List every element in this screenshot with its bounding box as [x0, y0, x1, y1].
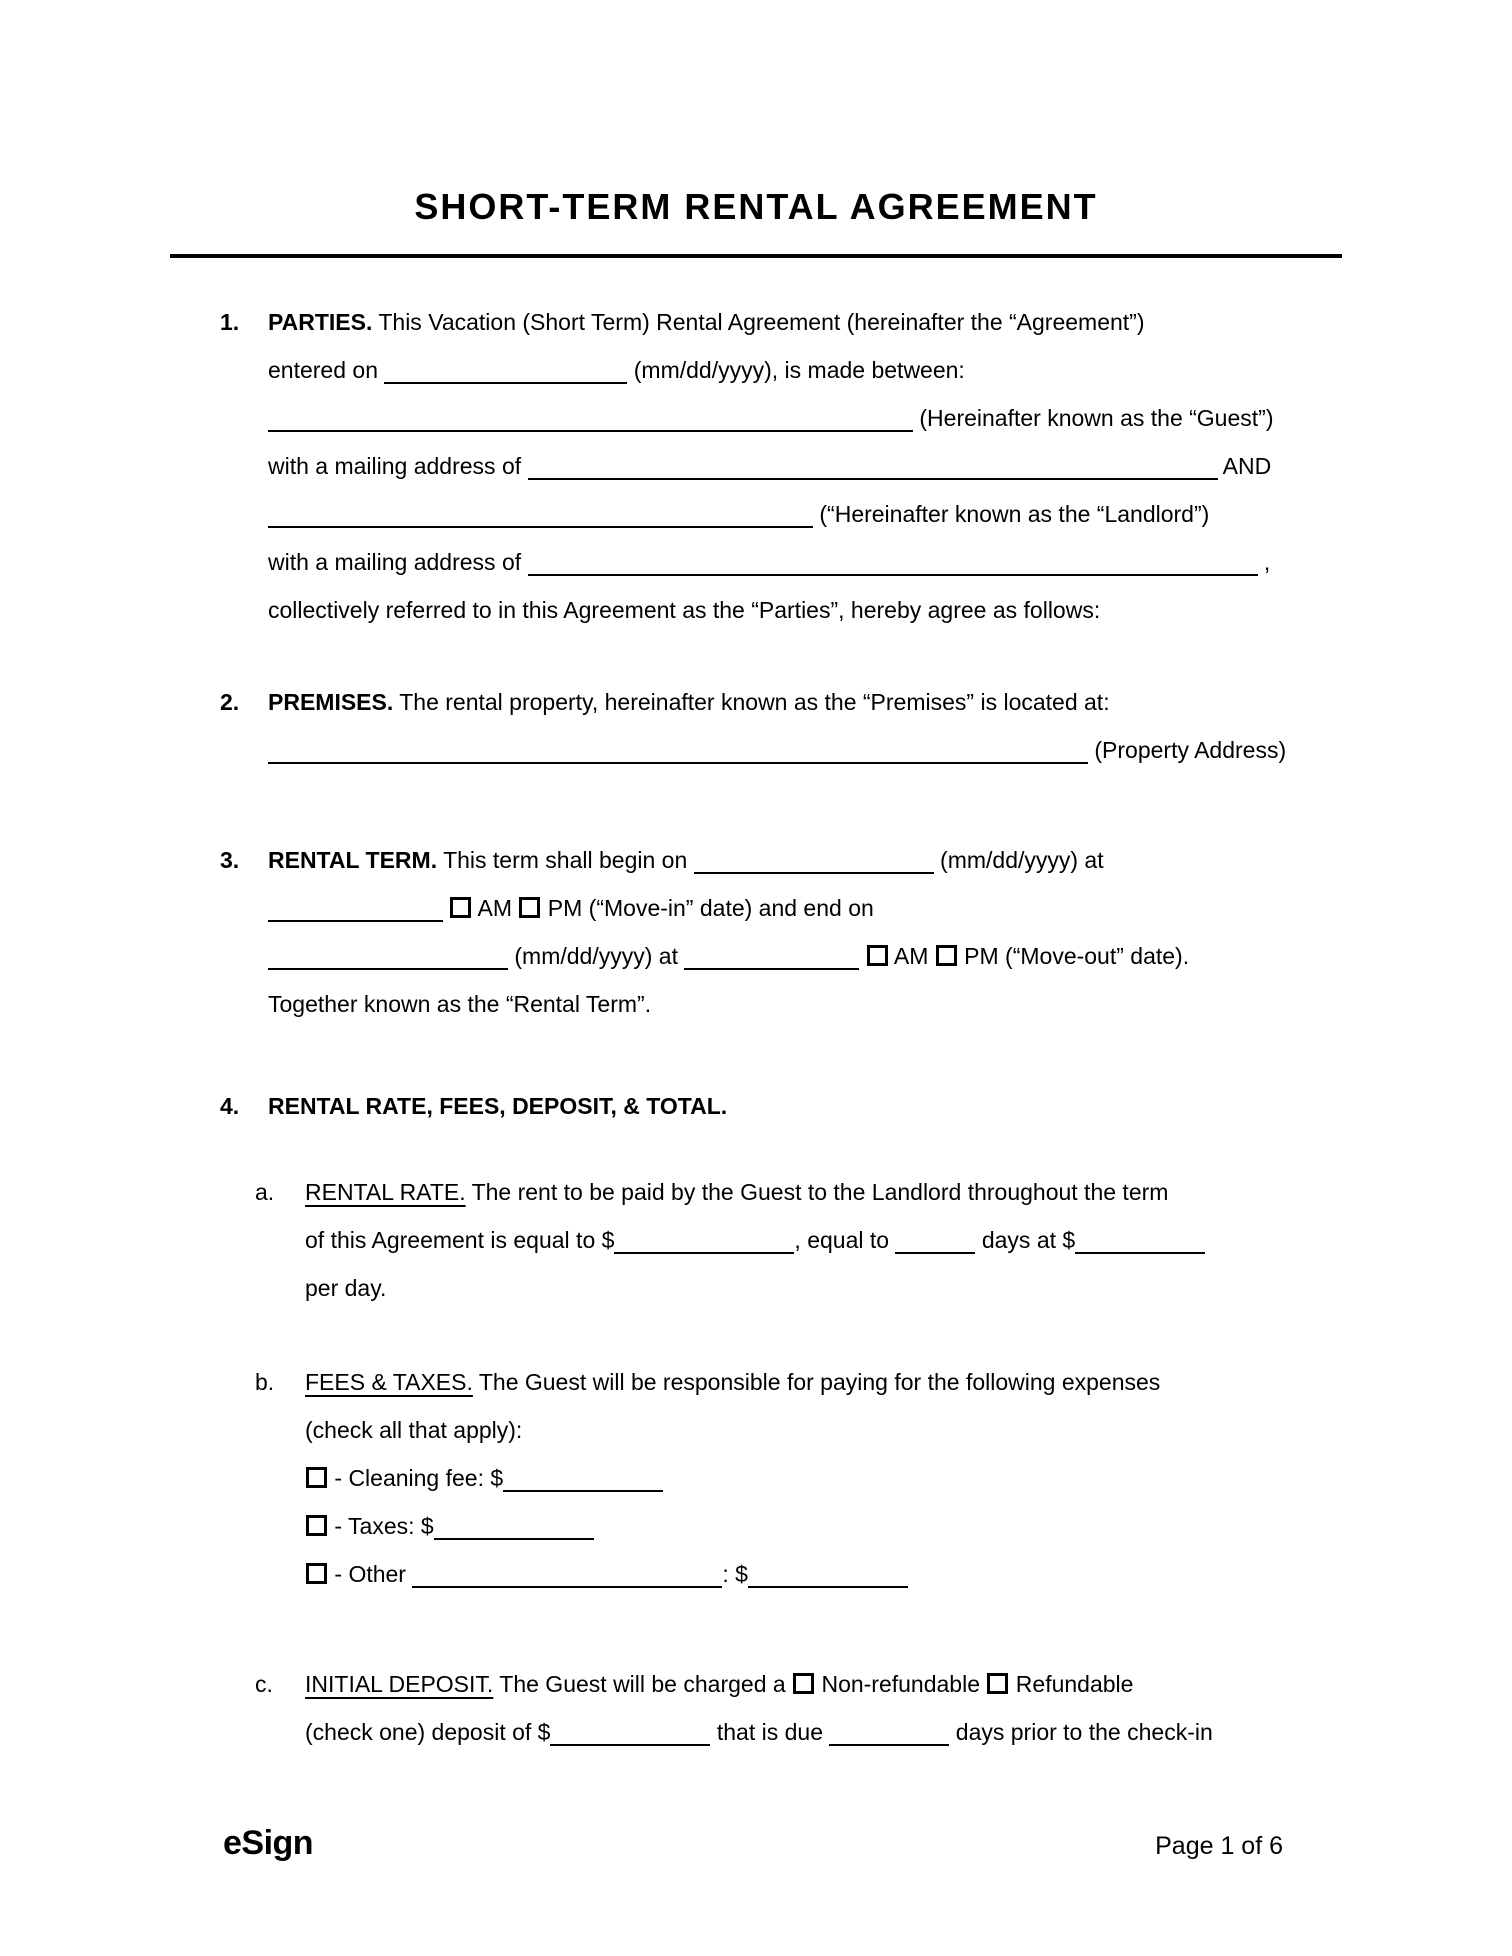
esign-logo: eSign	[223, 1824, 314, 1862]
other-fee-description-field[interactable]	[412, 1560, 722, 1588]
text-run: The Guest will be responsible for paying for the following expenses	[472, 1369, 1161, 1395]
section-body	[268, 678, 1342, 774]
landlord-mailing-address-field[interactable]	[528, 548, 1258, 576]
total-rent-field[interactable]	[614, 1226, 794, 1254]
move-in-pm-checkbox[interactable]	[519, 897, 540, 918]
subsection-initial-deposit	[170, 1660, 1342, 1756]
subsection-body	[305, 1168, 1342, 1312]
document-line	[268, 346, 1342, 394]
landlord-name-field[interactable]	[268, 500, 813, 528]
daily-rate-field[interactable]	[1075, 1226, 1205, 1254]
section-number: 2.	[220, 689, 240, 715]
document-line	[305, 1550, 1342, 1598]
page-footer	[223, 1824, 1283, 1863]
page-number-label: Page 1 of 6	[1155, 1832, 1283, 1860]
text-run: PARTIES.	[268, 309, 373, 335]
document-line	[305, 1406, 1342, 1454]
text-run: that is due	[710, 1719, 830, 1745]
agreement-date-field[interactable]	[384, 356, 627, 384]
text-run: Together known as the “Rental Term”.	[268, 991, 652, 1017]
move-out-date-field[interactable]	[268, 942, 508, 970]
text-run: ,	[1257, 549, 1271, 575]
text-run: The rental property, hereinafter known as the “Premises” is located at:	[393, 689, 1110, 715]
move-out-time-field[interactable]	[684, 942, 859, 970]
page-title: SHORT-TERM RENTAL AGREEMENT	[414, 186, 1098, 227]
document-line	[268, 836, 1342, 884]
text-run: AM	[888, 943, 935, 969]
document-line	[268, 442, 1342, 490]
title-divider	[170, 254, 1342, 258]
text-run: (mm/dd/yyyy) at	[933, 847, 1104, 873]
text-run: with a mailing address of	[268, 453, 528, 479]
subsection-body	[305, 1660, 1342, 1756]
subsection-letter: a.	[255, 1179, 275, 1205]
guest-mailing-address-field[interactable]	[528, 452, 1218, 480]
document-line	[305, 1660, 1342, 1708]
section-number: 1.	[220, 309, 240, 335]
number-of-days-field[interactable]	[895, 1226, 975, 1254]
document-line	[305, 1358, 1342, 1406]
text-run: The rent to be paid by the Guest to the Landlord throughout the term	[465, 1179, 1169, 1205]
text-run: FEES & TAXES.	[305, 1369, 473, 1395]
text-run: AND	[1217, 453, 1272, 479]
text-run: The Guest will be charged a	[493, 1671, 793, 1697]
text-run: PM (“Move-out” date).	[957, 943, 1190, 969]
document-line	[268, 586, 1342, 634]
section-parties	[170, 298, 1342, 634]
document-line	[268, 932, 1342, 980]
text-run: This Vacation (Short Term) Rental Agreement (hereinafter the “Agreement”)	[372, 309, 1145, 335]
text-run: (mm/dd/yyyy), is made between:	[627, 357, 965, 383]
subsection-fees-taxes	[170, 1358, 1342, 1598]
text-run: RENTAL RATE.	[305, 1179, 466, 1205]
refundable-checkbox[interactable]	[987, 1673, 1008, 1694]
section-rental-term	[170, 836, 1342, 1028]
other-fee-checkbox[interactable]	[306, 1563, 327, 1584]
document-line	[268, 726, 1342, 774]
move-in-date-field[interactable]	[694, 846, 934, 874]
other-fee-amount-field[interactable]	[748, 1560, 908, 1588]
text-run: : $	[722, 1561, 748, 1587]
property-address-field[interactable]	[268, 736, 1088, 764]
text-run: entered on	[268, 357, 385, 383]
text-run: (check one) deposit of $	[305, 1719, 551, 1745]
document-line	[268, 980, 1342, 1028]
document-line	[268, 394, 1342, 442]
document-line	[268, 1082, 1342, 1130]
document-line	[268, 678, 1342, 726]
taxes-amount-field[interactable]	[434, 1512, 594, 1540]
text-run: INITIAL DEPOSIT.	[305, 1671, 494, 1697]
text-run: Non-refundable	[815, 1671, 987, 1697]
text-run: This term shall begin on	[437, 847, 694, 873]
section-premises	[170, 678, 1342, 774]
text-run: RENTAL RATE, FEES, DEPOSIT, & TOTAL.	[268, 1093, 728, 1119]
document-line	[305, 1708, 1342, 1756]
text-run: , equal to	[794, 1227, 896, 1253]
text-run: (check all that apply):	[305, 1417, 523, 1443]
text-run	[443, 895, 449, 921]
text-run: - Other	[328, 1561, 413, 1587]
section-number: 3.	[220, 847, 240, 873]
text-run: (“Hereinafter known as the “Landlord”)	[813, 501, 1210, 527]
move-out-am-checkbox[interactable]	[867, 945, 888, 966]
document-line	[268, 538, 1342, 586]
taxes-checkbox[interactable]	[306, 1515, 327, 1536]
cleaning-fee-checkbox[interactable]	[306, 1467, 327, 1488]
deposit-due-days-field[interactable]	[829, 1718, 949, 1746]
document-line	[305, 1168, 1342, 1216]
text-run: with a mailing address of	[268, 549, 528, 575]
document-line	[305, 1264, 1342, 1312]
document-line	[268, 490, 1342, 538]
subsection-letter: b.	[255, 1369, 275, 1395]
section-body	[268, 298, 1342, 634]
text-run: collectively referred to in this Agreement as the “Parties”, hereby agree as follows:	[268, 597, 1101, 623]
text-run: PREMISES.	[268, 689, 394, 715]
deposit-amount-field[interactable]	[550, 1718, 710, 1746]
text-run: of this Agreement is equal to $	[305, 1227, 615, 1253]
cleaning-fee-amount-field[interactable]	[503, 1464, 663, 1492]
text-run: per day.	[305, 1275, 387, 1301]
section-rental-rate-fees	[170, 1082, 1342, 1130]
document-line	[305, 1502, 1342, 1550]
move-out-pm-checkbox[interactable]	[936, 945, 957, 966]
move-in-time-field[interactable]	[268, 894, 443, 922]
text-run: - Taxes: $	[328, 1513, 434, 1539]
text-run: days prior to the check-in	[949, 1719, 1213, 1745]
text-run: AM	[472, 895, 519, 921]
section-number: 4.	[220, 1093, 240, 1119]
subsection-rental-rate	[170, 1168, 1342, 1312]
text-run	[859, 943, 865, 969]
document-line	[268, 884, 1342, 932]
text-run: days at $	[975, 1227, 1076, 1253]
text-run: PM (“Move-in” date) and end on	[541, 895, 874, 921]
subsection-letter: c.	[255, 1671, 273, 1697]
text-run: Refundable	[1009, 1671, 1134, 1697]
text-run: RENTAL TERM.	[268, 847, 438, 873]
guest-name-field[interactable]	[268, 404, 913, 432]
text-run: - Cleaning fee: $	[328, 1465, 504, 1491]
text-run: (Property Address)	[1088, 737, 1287, 763]
section-body	[268, 836, 1342, 1028]
document-line	[305, 1454, 1342, 1502]
text-run: (Hereinafter known as the “Guest”)	[913, 405, 1274, 431]
move-in-am-checkbox[interactable]	[450, 897, 471, 918]
document-line	[305, 1216, 1342, 1264]
section-body	[268, 1082, 1342, 1130]
text-run: (mm/dd/yyyy) at	[508, 943, 685, 969]
document-line	[268, 298, 1342, 346]
non-refundable-checkbox[interactable]	[793, 1673, 814, 1694]
subsection-body	[305, 1358, 1342, 1598]
